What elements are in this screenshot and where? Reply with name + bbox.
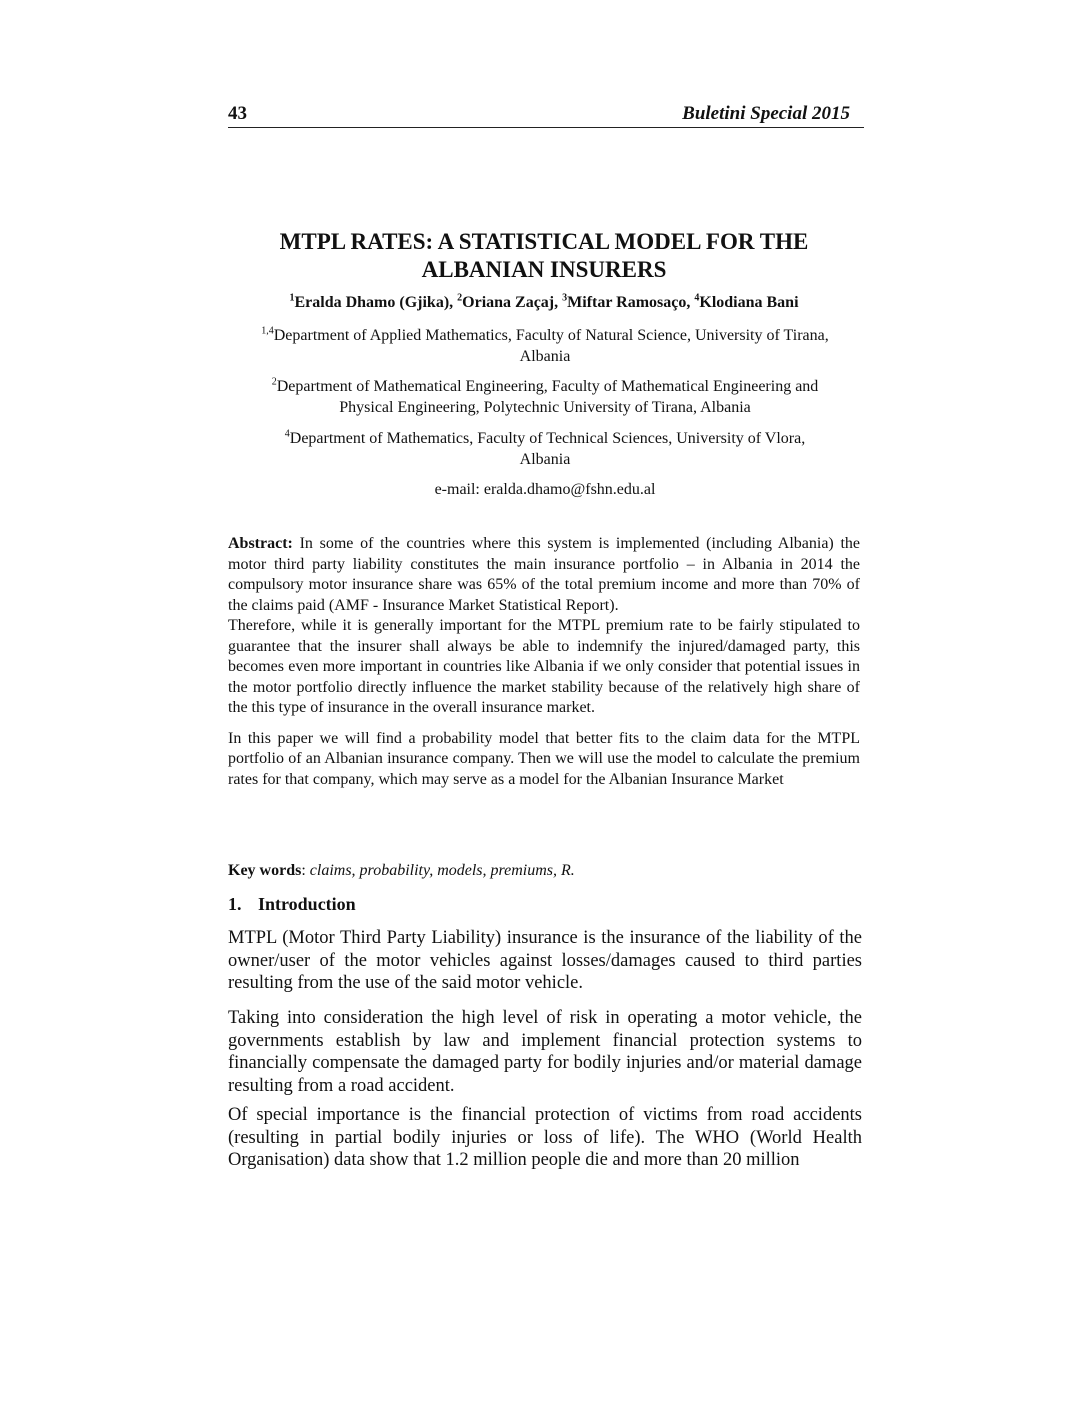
author-3-index: 3 <box>562 292 568 304</box>
affiliation-1-line-2: Albania <box>519 348 571 365</box>
intro-paragraph-2: Taking into consideration the high level of risk in operating a motor vehicle, the governments establish by law and implement financial protection systems to financially compensate the damaged party for bodily injuries and/or material damage resulting from a road accident. <box>228 1008 862 1096</box>
affiliation-3-line-1: Department of Mathematics, Faculty of Technical Sciences, University of Vlora, <box>289 430 806 447</box>
affiliation-1-index: 1,4 <box>261 325 274 337</box>
author-2-name: Oriana Zaçaj, <box>462 294 559 311</box>
page-number: 43 <box>228 103 247 124</box>
paper-title <box>200 228 888 284</box>
keywords-colon: : <box>301 862 306 879</box>
author-4-name: Klodiana Bani <box>699 294 799 311</box>
affiliation-3-index: 4 <box>284 428 290 440</box>
keywords-label: Key words <box>228 862 302 879</box>
keywords-list: claims, probability, models, premiums, R. <box>309 862 575 879</box>
affiliation-1-line-1: Department of Applied Mathematics, Faculty of Natural Science, University of Tirana, <box>273 327 829 344</box>
affiliation-2-line-1: Department of Mathematical Engineering, Faculty of Mathematical Engineering and <box>276 378 819 395</box>
section-number: 1. <box>228 894 242 914</box>
abstract-label: Abstract: <box>228 535 293 552</box>
affiliation-3-line-2: Albania <box>519 451 571 468</box>
affiliation-2-line-2: Physical Engineering, Polytechnic University of Tirana, Albania <box>339 399 751 416</box>
author-2-index: 2 <box>457 292 463 304</box>
abstract-paragraph-3: In this paper we will find a probability model that better fits to the claim data for the MTPL portfolio of an Albanian insurance company. Then we will use the model to calculate the premium rates for that company, which may serve as a model for the Albanian Insurance Market <box>228 729 860 788</box>
title-line-1: MTPL RATES: A STATISTICAL MODEL FOR THE <box>279 229 809 254</box>
abstract-paragraph-1 <box>228 534 860 616</box>
running-head <box>228 101 864 128</box>
intro-paragraph-1: MTPL (Motor Third Party Liability) insurance is the insurance of the liability of the owner/user of the motor vehicles against losses/damages caused to third parties resulting from the use of the said motor vehicle. <box>228 928 862 993</box>
affiliation-1 <box>230 325 860 367</box>
author-3-name: Miftar Ramosaço, <box>567 294 691 311</box>
author-email: e-mail: eralda.dhamo@fshn.edu.al <box>434 481 656 498</box>
section-heading-introduction <box>228 894 356 915</box>
author-4-index: 4 <box>694 292 700 304</box>
intro-paragraph-3: Of special importance is the financial protection of victims from road accidents (resulting in partial bodily injuries or loss of life). The WHO (World Health Organisation) data show that 1.2 million people die and more than 20 million <box>228 1105 862 1170</box>
affiliation-2 <box>230 376 860 418</box>
affiliation-2-index: 2 <box>271 376 277 388</box>
title-line-2: ALBANIAN INSURERS <box>421 257 667 282</box>
author-list <box>200 294 888 312</box>
abstract <box>228 534 860 790</box>
abstract-text-1: In some of the countries where this system is implemented (including Albania) the motor third party liability constitutes the main insurance portfolio – in Albania in 2014 the compulsory motor insurance share was 65% of the total premium income and more than 70% of the claims paid (AMF - Insurance Market Statistical Report). <box>228 535 861 614</box>
author-1-index: 1 <box>289 292 295 304</box>
section-title: Introduction <box>258 894 356 914</box>
keywords-line <box>228 862 575 880</box>
journal-name: Buletini Special 2015 <box>682 103 850 124</box>
author-1-name: Eralda Dhamo (Gjika), <box>294 294 454 311</box>
affiliation-3 <box>230 428 860 470</box>
abstract-paragraph-2: Therefore, while it is generally important for the MTPL premium rate to be fairly stipulated to guarantee that the insurer shall always be able to indemnify the injured/damaged party, this becomes even more important in countries like Albania if we only consider that potential issues in the motor portfolio directly influence the market stability because of the relatively high share of the this type of insurance in the overall insurance market. <box>228 617 860 716</box>
